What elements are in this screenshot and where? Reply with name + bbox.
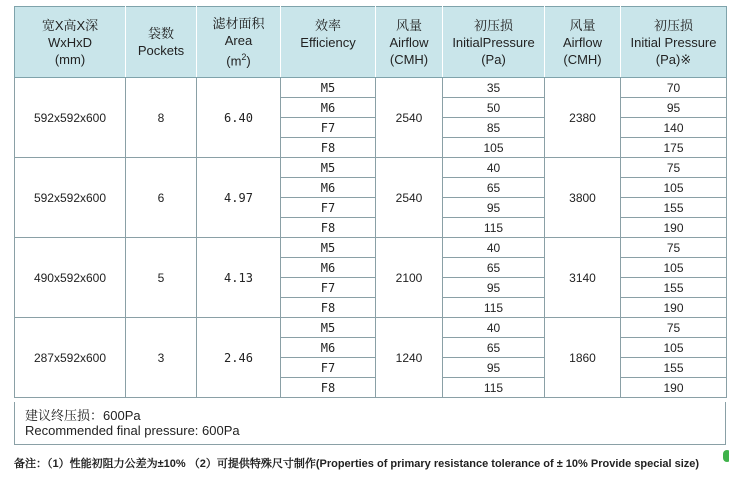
table-row [15, 158, 727, 178]
pressure-2-cell: 105 [621, 338, 727, 358]
pressure-1-cell: 105 [443, 138, 545, 158]
header-size: 宽X高X深 WxHxD (mm) [15, 7, 126, 78]
airflow-1-cell: 2100 [376, 238, 443, 318]
pressure-1-cell: 40 [443, 158, 545, 178]
pressure-2-cell: 75 [621, 318, 727, 338]
pressure-2-cell: 190 [621, 218, 727, 238]
pressure-1-cell: 65 [443, 258, 545, 278]
table-row [15, 318, 727, 338]
pressure-1-cell: 95 [443, 358, 545, 378]
pressure-1-cell: 35 [443, 78, 545, 98]
area-cell: 4.13 [197, 238, 281, 318]
header-pockets: 袋数 Pockets [126, 7, 197, 78]
filter-spec-table [14, 6, 727, 398]
header-area: 滤材面积 Area $(m^2)$ [197, 7, 281, 78]
pressure-2-cell: 190 [621, 378, 727, 398]
pressure-1-cell: 115 [443, 298, 545, 318]
pressure-2-cell: 70 [621, 78, 727, 98]
area-cell: 4.97 [197, 158, 281, 238]
pressure-2-cell: 175 [621, 138, 727, 158]
final-pressure-en: Recommended final pressure: 600Pa [25, 423, 240, 438]
pressure-2-cell: 75 [621, 158, 727, 178]
efficiency-cell: M6 [281, 258, 376, 278]
green-dot-icon [723, 450, 729, 462]
header-initial-pressure-2: 初压损 Initial Pressure (Pa)※ [621, 7, 727, 78]
remark-note: 备注：（1）性能初阻力公差为±10% （2）可提供特殊尺寸制作(Properties of primary resistance tolerance of ± 10% Provide special size) [14, 458, 700, 470]
airflow-1-cell: 2540 [376, 158, 443, 238]
pressure-1-cell: 50 [443, 98, 545, 118]
area-cell: 2.46 [197, 318, 281, 398]
pressure-1-cell: 65 [443, 178, 545, 198]
efficiency-cell: M5 [281, 78, 376, 98]
airflow-2-cell: 3800 [545, 158, 621, 238]
final-pressure-zh: 建议终压损：600Pa [25, 408, 141, 423]
airflow-2-cell: 3140 [545, 238, 621, 318]
header-airflow-1: 风量 Airflow (CMH) [376, 7, 443, 78]
pockets-cell: 8 [126, 78, 197, 158]
pressure-2-cell: 75 [621, 238, 727, 258]
efficiency-cell: F8 [281, 138, 376, 158]
table-row [15, 238, 727, 258]
pressure-2-cell: 105 [621, 178, 727, 198]
airflow-1-cell: 1240 [376, 318, 443, 398]
pressure-1-cell: 95 [443, 278, 545, 298]
pressure-2-cell: 140 [621, 118, 727, 138]
efficiency-cell: M6 [281, 98, 376, 118]
pressure-2-cell: 155 [621, 278, 727, 298]
efficiency-cell: F8 [281, 298, 376, 318]
pressure-1-cell: 115 [443, 378, 545, 398]
spec-table-container [14, 6, 726, 398]
efficiency-cell: F8 [281, 378, 376, 398]
pressure-2-cell: 155 [621, 358, 727, 378]
pressure-2-cell: 95 [621, 98, 727, 118]
header-initial-pressure-1: 初压损 InitialPressure (Pa) [443, 7, 545, 78]
efficiency-cell: M6 [281, 338, 376, 358]
footer-box [14, 402, 726, 445]
efficiency-cell: F7 [281, 198, 376, 218]
efficiency-cell: F7 [281, 118, 376, 138]
efficiency-cell: F7 [281, 358, 376, 378]
pressure-1-cell: 115 [443, 218, 545, 238]
pressure-1-cell: 40 [443, 318, 545, 338]
airflow-1-cell: 2540 [376, 78, 443, 158]
pressure-1-cell: 95 [443, 198, 545, 218]
pockets-cell: 3 [126, 318, 197, 398]
airflow-2-cell: 2380 [545, 78, 621, 158]
size-cell: 490x592x600 [15, 238, 126, 318]
spec-body [15, 78, 727, 398]
header-airflow-2: 风量 Airflow (CMH) [545, 7, 621, 78]
pressure-2-cell: 155 [621, 198, 727, 218]
efficiency-cell: M5 [281, 318, 376, 338]
pressure-2-cell: 190 [621, 298, 727, 318]
pressure-2-cell: 105 [621, 258, 727, 278]
size-cell: 592x592x600 [15, 78, 126, 158]
size-cell: 592x592x600 [15, 158, 126, 238]
area-cell: 6.40 [197, 78, 281, 158]
size-cell: 287x592x600 [15, 318, 126, 398]
efficiency-cell: F7 [281, 278, 376, 298]
header-row [15, 7, 727, 78]
efficiency-cell: M5 [281, 158, 376, 178]
pockets-cell: 5 [126, 238, 197, 318]
table-row [15, 78, 727, 98]
header-efficiency: 效率 Efficiency [281, 7, 376, 78]
efficiency-cell: M5 [281, 238, 376, 258]
pressure-1-cell: 85 [443, 118, 545, 138]
efficiency-cell: M6 [281, 178, 376, 198]
efficiency-cell: F8 [281, 218, 376, 238]
airflow-2-cell: 1860 [545, 318, 621, 398]
pressure-1-cell: 65 [443, 338, 545, 358]
pockets-cell: 6 [126, 158, 197, 238]
pressure-1-cell: 40 [443, 238, 545, 258]
